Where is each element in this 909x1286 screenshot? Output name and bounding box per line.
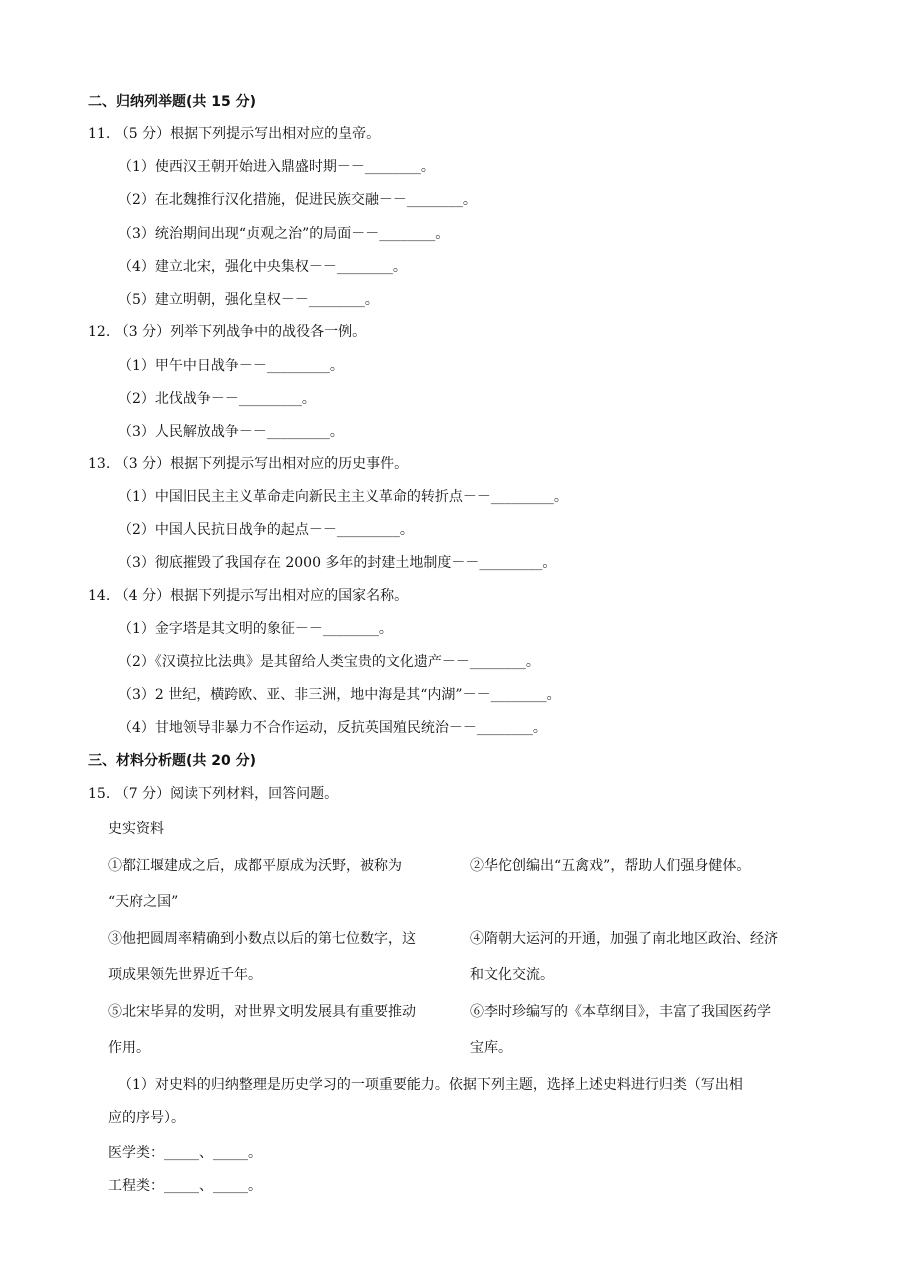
material-3-line-1: ③他把圆周率精确到小数点以后的第七位数字，这 bbox=[108, 931, 416, 947]
question-12-stem: 12. （3 分）列举下列战争中的战役各一例。 bbox=[88, 324, 367, 340]
question-14-item-1: （1）金字塔是其文明的象征－－________。 bbox=[118, 621, 393, 637]
question-14-item-4: （4）甘地领导非暴力不合作运动，反抗英国殖民统治－－________。 bbox=[118, 720, 547, 736]
material-6-line-2: 宝库。 bbox=[470, 1040, 512, 1056]
section-two-title: 二、归纳列举题(共 15 分) bbox=[88, 94, 257, 110]
engineering-answer-line: 工程类：_____、_____。 bbox=[108, 1178, 262, 1194]
material-5-line-1: ⑤北宋毕昇的发明，对世界文明发展具有重要推动 bbox=[108, 1004, 416, 1020]
material-6-line-1: ⑥李时珍编写的《本草纲目》，丰富了我国医药学 bbox=[470, 1004, 771, 1020]
question-14-item-3: （3）2 世纪，横跨欧、亚、非三洲，地中海是其“内湖”－－________。 bbox=[118, 687, 561, 703]
material-1-line-1: ①都江堰建成之后，成都平原成为沃野，被称为 bbox=[108, 858, 402, 874]
material-2: ②华佗创编出“五禽戏”，帮助人们强身健体。 bbox=[470, 858, 751, 874]
question-11-item-1: （1）使西汉王朝开始进入鼎盛时期－－________。 bbox=[118, 159, 435, 175]
material-4-line-1: ④隋朝大运河的开通，加强了南北地区政治、经济 bbox=[470, 931, 778, 947]
question-11-item-4: （4）建立北宋，强化中央集权－－________。 bbox=[118, 259, 407, 275]
question-11-stem: 11. （5 分）根据下列提示写出相对应的皇帝。 bbox=[88, 126, 381, 142]
materials-title: 史实资料 bbox=[108, 821, 164, 837]
question-13-item-3: （3）彻底摧毁了我国存在 2000 多年的封建土地制度－－_________。 bbox=[118, 555, 557, 571]
question-13-item-1: （1）中国旧民主主义革命走向新民主主义革命的转折点－－_________。 bbox=[118, 489, 568, 505]
material-5-line-2: 作用。 bbox=[108, 1040, 150, 1056]
question-11-item-3: （3）统治期间出现“贞观之治”的局面－－________。 bbox=[118, 226, 450, 242]
medicine-answer-line: 医学类：_____、_____。 bbox=[108, 1145, 262, 1161]
material-4-line-2: 和文化交流。 bbox=[470, 967, 554, 983]
question-12-item-1: （1）甲午中日战争－－_________。 bbox=[118, 358, 344, 374]
material-3-line-2: 项成果领先世界近千年。 bbox=[108, 967, 262, 983]
question-13-stem: 13. （3 分）根据下列提示写出相对应的历史事件。 bbox=[88, 456, 409, 472]
question-14-stem: 14. （4 分）根据下列提示写出相对应的国家名称。 bbox=[88, 588, 409, 604]
question-12-item-2: （2）北伐战争－－_________。 bbox=[118, 391, 316, 407]
question-15-stem: 15. （7 分）阅读下列材料，回答问题。 bbox=[88, 786, 339, 802]
question-13-item-2: （2）中国人民抗日战争的起点－－_________。 bbox=[118, 522, 414, 538]
section-three-title: 三、材料分析题(共 20 分) bbox=[88, 753, 257, 769]
question-14-item-2: （2）《汉谟拉比法典》是其留给人类宝贵的文化遗产－－________。 bbox=[118, 654, 540, 670]
question-11-item-5: （5）建立明朝，强化皇权－－________。 bbox=[118, 292, 379, 308]
sub-question-1-line-1: （1）对史料的归纳整理是历史学习的一项重要能力。依据下列主题，选择上述史料进行归类（写出相 bbox=[118, 1077, 743, 1093]
question-12-item-3: （3）人民解放战争－－_________。 bbox=[118, 424, 344, 440]
question-11-item-2: （2）在北魏推行汉化措施，促进民族交融－－________。 bbox=[118, 192, 477, 208]
material-1-line-2: “天府之国” bbox=[108, 894, 179, 910]
sub-question-1-line-2: 应的序号）。 bbox=[108, 1110, 185, 1126]
